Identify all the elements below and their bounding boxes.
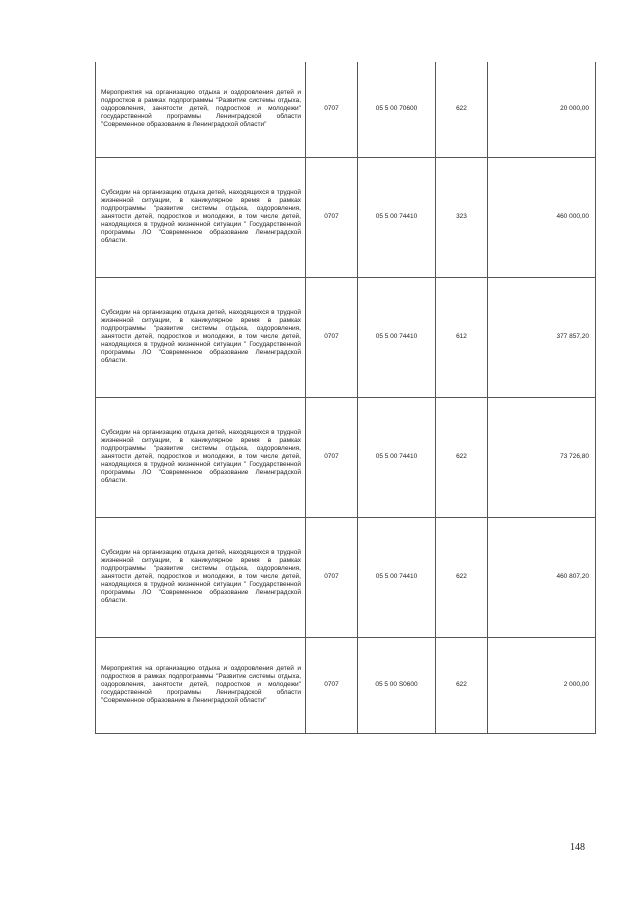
row-section-code: 0707 bbox=[306, 277, 358, 397]
row-target-code: 05 5 00 74410 bbox=[358, 277, 436, 397]
row-target-code: 05 5 00 S0600 bbox=[358, 637, 436, 733]
table-row bbox=[96, 517, 596, 637]
table-row bbox=[96, 157, 596, 277]
row-amount: 460 807,20 bbox=[488, 517, 596, 637]
table-row bbox=[96, 637, 596, 733]
row-description: Субсидии на организацию отдыха детей, находящихся в трудной жизненной ситуации, в каникулярное время в рамках подпрограммы "развитие системы отдыха, оздоровления, занятости детей, подростков и молодежи, в том числе детей, находящихся в трудной жизненной ситуации " Государственной программы ЛО "Современное образование Ленинградской области. bbox=[96, 157, 306, 277]
row-amount: 2 000,00 bbox=[488, 637, 596, 733]
row-type-code: 612 bbox=[436, 277, 488, 397]
row-target-code: 05 5 00 70600 bbox=[358, 62, 436, 157]
table-row bbox=[96, 397, 596, 517]
row-target-code: 05 5 00 74410 bbox=[358, 517, 436, 637]
row-description: Субсидии на организацию отдыха детей, находящихся в трудной жизненной ситуации, в каникулярное время в рамках подпрограммы "развитие системы отдыха, оздоровления, занятости детей, подростков и молодежи, в том числе детей, находящихся в трудной жизненной ситуации " Государственной программы ЛО "Современное образование Ленинградской области. bbox=[96, 277, 306, 397]
row-amount: 20 000,00 bbox=[488, 62, 596, 157]
row-amount: 73 726,80 bbox=[488, 397, 596, 517]
row-type-code: 622 bbox=[436, 62, 488, 157]
row-type-code: 323 bbox=[436, 157, 488, 277]
budget-table bbox=[95, 62, 596, 734]
row-amount: 460 000,00 bbox=[488, 157, 596, 277]
row-description: Мероприятия на организацию отдыха и оздоровления детей и подростков в рамках подпрограммы "Развитие системы отдыха, оздоровления, занятости детей, подростков и молодежи" государственной программы Ленинградской области "Современное образование в Ленинградской области" bbox=[96, 62, 306, 157]
row-amount: 377 857,20 bbox=[488, 277, 596, 397]
row-description: Субсидии на организацию отдыха детей, находящихся в трудной жизненной ситуации, в каникулярное время в рамках подпрограммы "развитие системы отдыха, оздоровления, занятости детей, подростков и молодежи, в том числе детей, находящихся в трудной жизненной ситуации " Государственной программы ЛО "Современное образование Ленинградской области. bbox=[96, 397, 306, 517]
row-section-code: 0707 bbox=[306, 637, 358, 733]
row-description: Субсидии на организацию отдыха детей, находящихся в трудной жизненной ситуации, в каникулярное время в рамках подпрограммы "развитие системы отдыха, оздоровления, занятости детей, подростков и молодежи, в том числе детей, находящихся в трудной жизненной ситуации " Государственной программы ЛО "Современное образование Ленинградской области. bbox=[96, 517, 306, 637]
row-target-code: 05 5 00 74410 bbox=[358, 157, 436, 277]
row-target-code: 05 5 00 74410 bbox=[358, 397, 436, 517]
row-section-code: 0707 bbox=[306, 62, 358, 157]
row-description: Мероприятия на организацию отдыха и оздоровления детей и подростков в рамках подпрограммы "Развитие системы отдыха, оздоровления, занятости детей, подростков и молодежи" государственной программы Ленинградской области "Современное образование в Ленинградской области" bbox=[96, 637, 306, 733]
row-section-code: 0707 bbox=[306, 397, 358, 517]
table-row bbox=[96, 62, 596, 157]
row-type-code: 622 bbox=[436, 637, 488, 733]
page-number: 148 bbox=[570, 842, 585, 853]
row-type-code: 622 bbox=[436, 517, 488, 637]
table-row bbox=[96, 277, 596, 397]
row-section-code: 0707 bbox=[306, 517, 358, 637]
row-section-code: 0707 bbox=[306, 157, 358, 277]
row-type-code: 622 bbox=[436, 397, 488, 517]
